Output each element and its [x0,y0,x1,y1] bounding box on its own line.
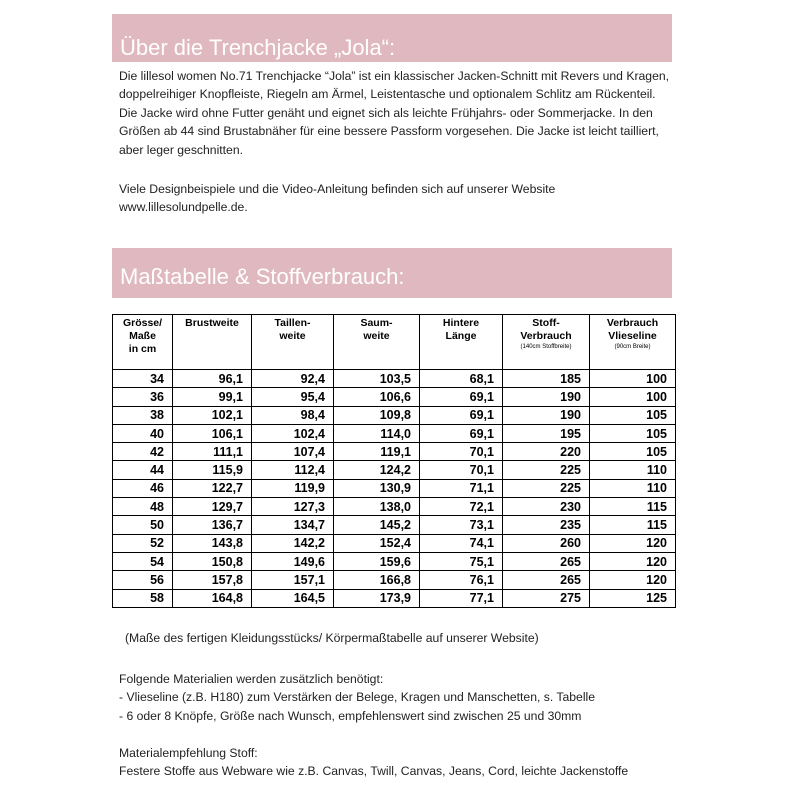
table-cell: 152,4 [334,534,420,552]
description-line: Die Jacke wird ohne Futter genäht und eignet sich als leichte Frühjahrs- oder Sommerjacke. In den [119,105,653,120]
table-cell: 71,1 [420,479,503,497]
table-cell: 127,3 [252,498,334,516]
table-cell: 99,1 [173,388,252,406]
table-cell: 105 [590,406,676,424]
column-header-line: weite [363,330,390,342]
column-header-line: Verbrauch [520,330,572,342]
table-row [113,443,676,461]
size-cell: 46 [113,479,173,497]
table-cell: 69,1 [420,424,503,442]
table-cell: 70,1 [420,443,503,461]
table-cell: 265 [503,571,590,589]
materials-item: - Vlieseline (z.B. H180) zum Verstärken der Belege, Kragen und Manschetten, s. Tabelle [119,690,596,705]
table-cell: 110 [590,479,676,497]
size-cell: 36 [113,388,173,406]
fabric-heading: Materialempfehlung Stoff: [119,746,258,760]
table-cell: 235 [503,516,590,534]
table-cell: 103,5 [334,370,420,388]
table-cell: 275 [503,589,590,607]
table-cell: 190 [503,388,590,406]
table-cell: 129,7 [173,498,252,516]
table-cell: 96,1 [173,370,252,388]
table-cell: 130,9 [334,479,420,497]
table-cell: 72,1 [420,498,503,516]
column-header-line: weite [279,330,306,342]
size-cell: 54 [113,552,173,570]
table-cell: 98,4 [252,406,334,424]
table-cell: 120 [590,571,676,589]
description-line: Die lillesol women No.71 Trenchjacke “Jola” ist ein klassischer Jacken-Schnitt mit Revers und Kragen, [119,69,670,83]
column-header-line: Länge [445,330,477,342]
size-table [112,314,676,608]
table-cell: 70,1 [420,461,503,479]
table-cell: 100 [590,370,676,388]
table-cell: 230 [503,498,590,516]
table-cell: 92,4 [252,370,334,388]
table-cell: 112,4 [252,461,334,479]
table-cell: 115 [590,516,676,534]
table-cell: 76,1 [420,571,503,589]
size-cell: 56 [113,571,173,589]
description-line: aber leger geschnitten. [119,142,243,157]
column-header-line: Saum- [360,317,393,329]
table-cell: 265 [503,552,590,570]
table-cell: 68,1 [420,370,503,388]
table-row [113,498,676,516]
table-cell: 164,5 [252,589,334,607]
column-header-line: Stoff- [532,317,560,329]
materials-section [119,670,719,725]
table-cell: 225 [503,461,590,479]
table-cell: 143,8 [173,534,252,552]
table-cell: 69,1 [420,406,503,424]
table-cell: 220 [503,443,590,461]
size-cell: 50 [113,516,173,534]
size-cell: 34 [113,370,173,388]
table-cell: 111,1 [173,443,252,461]
table-cell: 115 [590,498,676,516]
fabric-recommendation: Festere Stoffe aus Webware wie z.B. Canvas, Twill, Canvas, Jeans, Cord, leichte Jackenstoffe [119,764,629,779]
column-header [590,315,676,370]
column-header-line: in cm [128,343,157,355]
table-row [113,571,676,589]
section-heading-about: Über die Trenchjacke „Jola“: [112,14,672,62]
table-cell: 159,6 [334,552,420,570]
table-cell: 164,8 [173,589,252,607]
table-row [113,388,676,406]
table-row [113,589,676,607]
column-header [113,315,173,370]
size-cell: 44 [113,461,173,479]
table-cell: 106,1 [173,424,252,442]
column-header-line: Maße [129,330,156,342]
table-cell: 106,6 [334,388,420,406]
table-row [113,534,676,552]
table-cell: 145,2 [334,516,420,534]
size-cell: 48 [113,498,173,516]
column-header-line: Grösse/ [122,317,163,329]
size-cell: 42 [113,443,173,461]
column-header [173,315,252,370]
size-cell: 58 [113,589,173,607]
table-cell: 105 [590,424,676,442]
column-header [252,315,334,370]
table-cell: 260 [503,534,590,552]
table-row [113,552,676,570]
column-header-note: (90cm Breite) [614,344,651,350]
section-heading-measurements: Maßtabelle & Stoffverbrauch: [112,248,672,298]
table-row [113,516,676,534]
table-cell: 110 [590,461,676,479]
table-cell: 75,1 [420,552,503,570]
table-cell: 69,1 [420,388,503,406]
table-cell: 225 [503,479,590,497]
table-cell: 115,9 [173,461,252,479]
materials-item: - 6 oder 8 Knöpfe, Größe nach Wunsch, empfehlenswert sind zwischen 25 und 30mm [119,708,582,723]
column-header-line: Verbrauch [606,317,659,329]
table-cell: 195 [503,424,590,442]
table-cell: 77,1 [420,589,503,607]
description-line: Größen ab 44 sind Brustabnäher für eine bessere Passform vorgesehen. Die Jacke ist leicht tailliert, [119,124,659,139]
column-header [503,315,590,370]
table-row [113,370,676,388]
table-row [113,424,676,442]
table-cell: 73,1 [420,516,503,534]
column-header-note: (140cm Stoffbreite) [520,344,572,350]
table-cell: 74,1 [420,534,503,552]
table-cell: 150,8 [173,552,252,570]
table-cell: 136,7 [173,516,252,534]
table-cell: 157,1 [252,571,334,589]
table-cell: 134,7 [252,516,334,534]
table-cell: 120 [590,552,676,570]
table-cell: 149,6 [252,552,334,570]
table-cell: 142,2 [252,534,334,552]
website-line: Viele Designbeispiele und die Video-Anleitung befinden sich auf unserer Website [119,182,556,196]
column-header-line: Vlieseline [608,330,657,342]
table-cell: 125 [590,589,676,607]
description-line: doppelreihiger Knopfleiste, Riegeln am Ärmel, Leistentasche und optionalem Schlitz am Rückenteil. [119,87,656,102]
website-url: www.lillesolundpelle.de. [119,200,248,215]
size-cell: 38 [113,406,173,424]
table-cell: 138,0 [334,498,420,516]
table-cell: 119,9 [252,479,334,497]
size-cell: 40 [113,424,173,442]
materials-heading: Folgende Materialien werden zusätzlich benötigt: [119,672,384,686]
table-header-row [113,315,676,370]
fabric-section [119,744,719,781]
table-body [113,370,676,608]
table-cell: 109,8 [334,406,420,424]
table-cell: 107,4 [252,443,334,461]
table-cell: 122,7 [173,479,252,497]
description-paragraph [119,67,679,159]
website-paragraph [119,180,679,217]
table-row [113,479,676,497]
table-cell: 102,1 [173,406,252,424]
table-cell: 157,8 [173,571,252,589]
table-cell: 114,0 [334,424,420,442]
table-note: (Maße des fertigen Kleidungsstücks/ Körpermaßtabelle auf unserer Website) [125,631,539,645]
table-row [113,406,676,424]
table-cell: 95,4 [252,388,334,406]
table-cell: 190 [503,406,590,424]
column-header [334,315,420,370]
column-header-line: Brustweite [185,317,239,329]
table-cell: 105 [590,443,676,461]
table-cell: 102,4 [252,424,334,442]
table-cell: 124,2 [334,461,420,479]
table-cell: 119,1 [334,443,420,461]
table-cell: 185 [503,370,590,388]
table-row [113,461,676,479]
size-cell: 52 [113,534,173,552]
table-cell: 100 [590,388,676,406]
column-header-line: Taillen- [274,317,311,329]
table-cell: 173,9 [334,589,420,607]
table-cell: 166,8 [334,571,420,589]
column-header [420,315,503,370]
table-cell: 120 [590,534,676,552]
column-header-line: Hintere [442,317,480,329]
